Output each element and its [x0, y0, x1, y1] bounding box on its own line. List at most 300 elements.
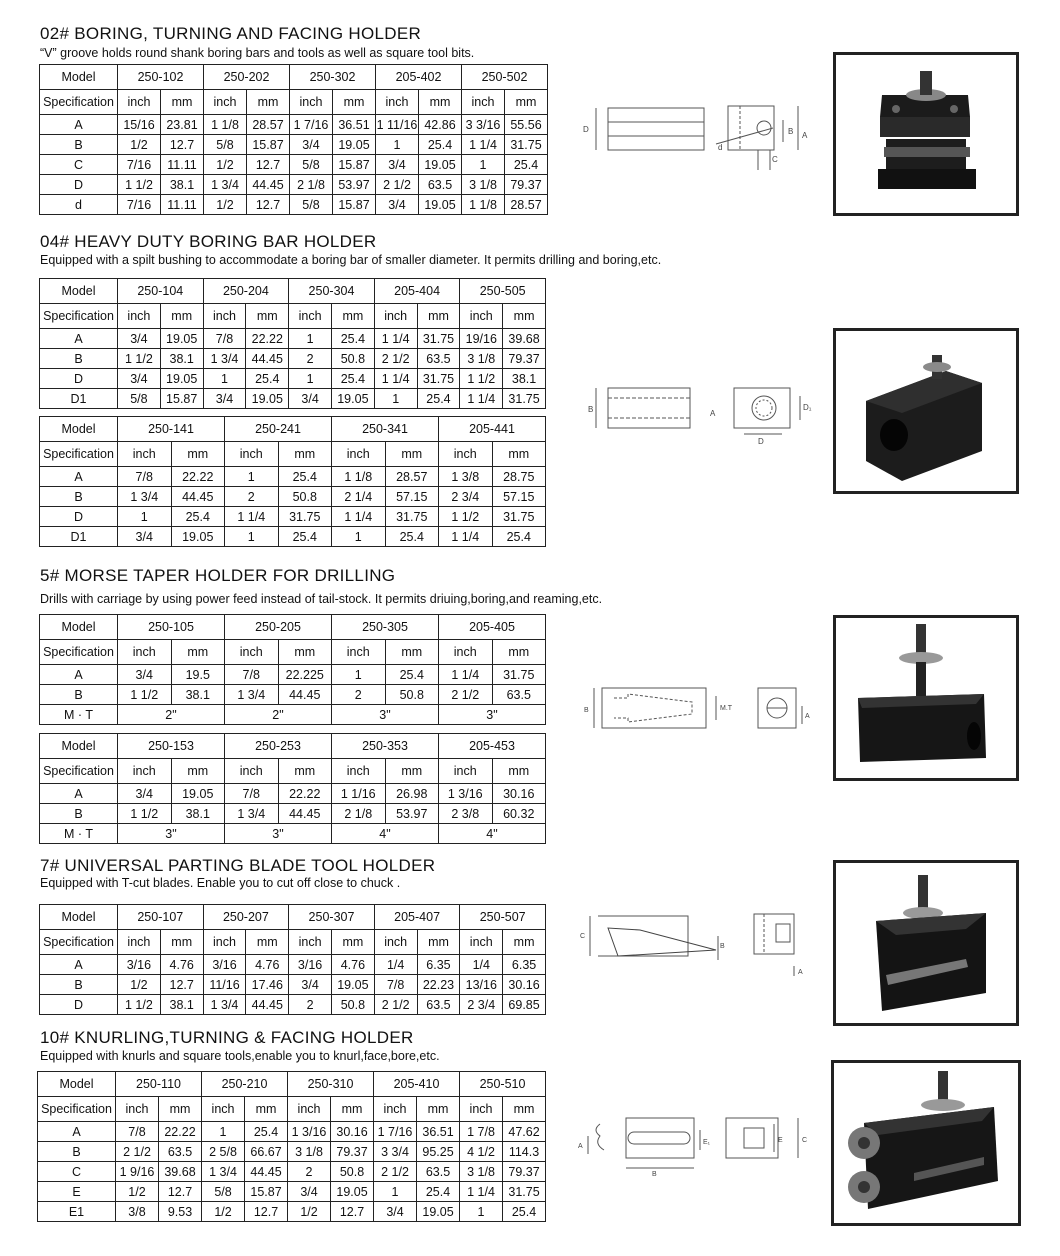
inch-value-cell: 11/16	[203, 975, 246, 995]
table-row	[40, 487, 546, 507]
mm-value-cell: 12.7	[245, 1202, 288, 1222]
unit-inch-cell: inch	[203, 930, 246, 955]
mm-value-cell: 44.45	[247, 175, 290, 195]
mm-value-cell: 11.11	[161, 155, 204, 175]
spec-name-cell: D1	[40, 389, 118, 409]
mm-value-cell: 50.8	[331, 1162, 374, 1182]
inch-value-cell: 7/16	[118, 155, 161, 175]
model-number-cell: 250-102	[118, 65, 204, 90]
inch-value-cell: 2 3/8	[439, 804, 493, 824]
unit-mm-cell: mm	[247, 90, 290, 115]
inch-value-cell: 1	[289, 329, 332, 349]
spec-name-cell: B	[40, 487, 118, 507]
inch-value-cell: 7/16	[118, 195, 161, 215]
mm-value-cell: 39.68	[503, 329, 546, 349]
inch-value-cell: 3/4	[376, 155, 419, 175]
spec-name-cell: D	[40, 507, 118, 527]
inch-value-cell: 3/4	[290, 135, 333, 155]
model-number-cell: 250-353	[332, 734, 439, 759]
table-row	[38, 1162, 546, 1182]
mt-value-cell: 3"	[439, 705, 546, 725]
model-number-cell: 205-410	[374, 1072, 460, 1097]
inch-value-cell: 1 1/4	[460, 389, 503, 409]
model-number-cell: 250-110	[116, 1072, 202, 1097]
dimension-drawing-04	[582, 380, 832, 450]
mm-value-cell: 31.75	[503, 1182, 546, 1202]
inch-value-cell: 7/8	[116, 1122, 159, 1142]
inch-value-cell: 1 7/8	[460, 1122, 503, 1142]
spec-name-cell: B	[38, 1142, 116, 1162]
inch-value-cell: 2 1/4	[332, 487, 386, 507]
unit-mm-cell: mm	[503, 1097, 546, 1122]
dim-label-b-10: B	[652, 1171, 657, 1178]
inch-value-cell: 1	[460, 1202, 503, 1222]
spec-name-cell: A	[40, 115, 118, 135]
dim-label-e-10: E	[778, 1137, 783, 1144]
inch-value-cell: 1	[376, 135, 419, 155]
inch-value-cell: 3/4	[118, 329, 161, 349]
mm-value-cell: 31.75	[278, 507, 332, 527]
unit-mm-cell: mm	[171, 640, 225, 665]
mm-value-cell: 19.05	[160, 369, 203, 389]
unit-inch-cell: inch	[460, 930, 503, 955]
unit-inch-cell: inch	[460, 1097, 503, 1122]
dim-label-b-07: B	[720, 943, 725, 950]
mm-value-cell: 38.1	[503, 369, 546, 389]
mt-value-cell: 3"	[118, 824, 225, 844]
inch-value-cell: 1 1/2	[118, 349, 161, 369]
dim-label-a-04: A	[710, 409, 716, 418]
inch-value-cell: 1 1/2	[118, 685, 172, 705]
mm-value-cell: 31.75	[492, 665, 546, 685]
mm-value-cell: 25.4	[419, 135, 462, 155]
specification-label-cell: Specification	[38, 1097, 116, 1122]
mm-value-cell: 22.22	[159, 1122, 202, 1142]
mm-value-cell: 47.62	[503, 1122, 546, 1142]
spec-name-cell: B	[40, 975, 118, 995]
inch-value-cell: 2 1/2	[116, 1142, 159, 1162]
table-row	[40, 527, 546, 547]
dimension-drawing-07	[576, 910, 816, 982]
mm-value-cell: 15.87	[245, 1182, 288, 1202]
unit-inch-cell: inch	[374, 304, 417, 329]
mm-value-cell: 63.5	[417, 1162, 460, 1182]
mm-value-cell: 114.3	[503, 1142, 546, 1162]
inch-value-cell: 1 3/4	[203, 349, 246, 369]
mm-value-cell: 38.1	[171, 804, 225, 824]
unit-inch-cell: inch	[290, 90, 333, 115]
table-row	[38, 1142, 546, 1162]
table-header-row	[40, 279, 546, 304]
inch-value-cell: 1 3/16	[439, 784, 493, 804]
unit-mm-cell: mm	[171, 442, 225, 467]
unit-mm-cell: mm	[385, 640, 439, 665]
model-label-cell: Model	[40, 279, 118, 304]
inch-value-cell: 2	[332, 685, 386, 705]
table-row	[40, 804, 546, 824]
section-title-heavy-duty-boring: 04# HEAVY DUTY BORING BAR HOLDER	[40, 232, 377, 251]
mm-value-cell: 15.87	[247, 135, 290, 155]
mm-value-cell: 69.85	[503, 995, 546, 1015]
mm-value-cell: 44.45	[246, 349, 289, 369]
unit-inch-cell: inch	[225, 442, 279, 467]
mm-value-cell: 19.05	[417, 1202, 460, 1222]
unit-mm-cell: mm	[503, 930, 546, 955]
unit-inch-cell: inch	[460, 304, 503, 329]
inch-value-cell: 1/2	[288, 1202, 331, 1222]
unit-inch-cell: inch	[118, 442, 172, 467]
mm-value-cell: 50.8	[331, 349, 374, 369]
mm-value-cell: 30.16	[331, 1122, 374, 1142]
inch-value-cell: 5/8	[290, 195, 333, 215]
inch-value-cell: 1 1/4	[439, 527, 493, 547]
dim-label-a-10: A	[578, 1143, 583, 1150]
model-number-cell: 205-404	[374, 279, 460, 304]
mm-value-cell: 17.46	[246, 975, 289, 995]
inch-value-cell: 1 1/8	[332, 467, 386, 487]
spec-name-cell: E	[38, 1182, 116, 1202]
unit-inch-cell: inch	[118, 304, 161, 329]
inch-value-cell: 1	[118, 507, 172, 527]
inch-value-cell: 3/4	[118, 527, 172, 547]
spec-name-cell: d	[40, 195, 118, 215]
mm-value-cell: 25.4	[331, 329, 374, 349]
unit-inch-cell: inch	[439, 640, 493, 665]
spec-name-cell: D	[40, 995, 118, 1015]
model-label-cell: Model	[40, 65, 118, 90]
section-desc-heavy-duty-boring: Equipped with a spilt bushing to accommodate a boring bar of smaller diameter. It permits drilling and boring,etc.	[40, 253, 662, 267]
model-label-cell: Model	[40, 417, 118, 442]
inch-value-cell: 2	[225, 487, 279, 507]
model-number-cell: 250-204	[203, 279, 289, 304]
mm-value-cell: 44.45	[245, 1162, 288, 1182]
inch-value-cell: 3 1/8	[460, 349, 503, 369]
mm-value-cell: 19.05	[171, 784, 225, 804]
mm-value-cell: 95.25	[417, 1142, 460, 1162]
unit-inch-cell: inch	[332, 442, 386, 467]
inch-value-cell: 5/8	[204, 135, 247, 155]
spec-name-cell: A	[40, 665, 118, 685]
mm-value-cell: 28.57	[385, 467, 439, 487]
mm-value-cell: 28.75	[492, 467, 546, 487]
mm-value-cell: 30.16	[503, 975, 546, 995]
mt-value-cell: 3"	[225, 824, 332, 844]
model-number-cell: 250-105	[118, 615, 225, 640]
specification-label-cell: Specification	[40, 90, 118, 115]
spec-name-cell: B	[40, 804, 118, 824]
mm-value-cell: 63.5	[417, 349, 460, 369]
mm-value-cell: 31.75	[505, 135, 548, 155]
mm-value-cell: 26.98	[385, 784, 439, 804]
inch-value-cell: 1	[203, 369, 246, 389]
mm-value-cell: 19.05	[331, 975, 374, 995]
mm-value-cell: 19.05	[246, 389, 289, 409]
table-unit-row	[40, 930, 546, 955]
table-row	[38, 1182, 546, 1202]
inch-value-cell: 7/8	[225, 784, 279, 804]
table-row	[40, 349, 546, 369]
inch-value-cell: 3 3/4	[374, 1142, 417, 1162]
product-photo-knurling-holder	[831, 1060, 1021, 1226]
unit-mm-cell: mm	[503, 304, 546, 329]
spec-table-02	[39, 64, 548, 215]
inch-value-cell: 3/16	[289, 955, 332, 975]
mm-value-cell: 4.76	[331, 955, 374, 975]
unit-mm-cell: mm	[492, 759, 546, 784]
unit-inch-cell: inch	[289, 930, 332, 955]
dim-label-a: A	[802, 131, 808, 140]
dim-label-d1-04: D₁	[803, 403, 812, 412]
inch-value-cell: 1	[462, 155, 505, 175]
mm-value-cell: 25.4	[245, 1122, 288, 1142]
mm-value-cell: 12.7	[247, 195, 290, 215]
mm-value-cell: 25.4	[417, 1182, 460, 1202]
model-label-cell: Model	[38, 1072, 116, 1097]
table-row	[40, 665, 546, 685]
mm-value-cell: 22.23	[417, 975, 460, 995]
spec-table-05-primary	[39, 614, 546, 725]
unit-mm-cell: mm	[385, 759, 439, 784]
mm-value-cell: 36.51	[333, 115, 376, 135]
table-row-mt	[40, 705, 546, 725]
mm-value-cell: 6.35	[417, 955, 460, 975]
table-row	[40, 975, 546, 995]
product-photo-morse-taper-holder	[833, 615, 1019, 781]
dim-label-c: C	[772, 155, 778, 164]
mm-value-cell: 79.37	[505, 175, 548, 195]
mm-value-cell: 15.87	[333, 195, 376, 215]
unit-mm-cell: mm	[278, 759, 332, 784]
inch-value-cell: 5/8	[290, 155, 333, 175]
inch-value-cell: 5/8	[202, 1182, 245, 1202]
dim-label-b: B	[788, 127, 794, 136]
model-number-cell: 250-305	[332, 615, 439, 640]
unit-mm-cell: mm	[278, 442, 332, 467]
inch-value-cell: 1 1/16	[332, 784, 386, 804]
inch-value-cell: 1 11/16	[376, 115, 419, 135]
unit-mm-cell: mm	[160, 304, 203, 329]
mm-value-cell: 22.22	[246, 329, 289, 349]
dim-label-a-07: A	[798, 969, 803, 976]
inch-value-cell: 1 3/16	[288, 1122, 331, 1142]
section-desc-parting-blade: Equipped with T-cut blades. Enable you to cut off close to chuck .	[40, 876, 401, 890]
spec-name-cell: B	[40, 685, 118, 705]
dim-label-c-07: C	[580, 933, 586, 940]
mt-value-cell: 3"	[332, 705, 439, 725]
mm-value-cell: 25.4	[503, 1202, 546, 1222]
model-number-cell: 250-510	[460, 1072, 546, 1097]
inch-value-cell: 1 1/8	[204, 115, 247, 135]
spec-table-10	[37, 1071, 546, 1222]
inch-value-cell: 2	[288, 1162, 331, 1182]
mm-value-cell: 44.45	[171, 487, 225, 507]
mm-value-cell: 12.7	[247, 155, 290, 175]
spec-name-cell: A	[40, 467, 118, 487]
product-photo-boring-holder	[833, 52, 1019, 216]
mm-value-cell: 66.67	[245, 1142, 288, 1162]
dim-label-d-upper: D	[583, 125, 589, 134]
inch-value-cell: 1/2	[204, 195, 247, 215]
specification-label-cell: Specification	[40, 930, 118, 955]
model-number-cell: 250-341	[332, 417, 439, 442]
unit-mm-cell: mm	[246, 304, 289, 329]
inch-value-cell: 1 1/4	[374, 369, 417, 389]
unit-inch-cell: inch	[288, 1097, 331, 1122]
inch-value-cell: 1/4	[460, 955, 503, 975]
inch-value-cell: 7/8	[225, 665, 279, 685]
mm-value-cell: 19.05	[331, 1182, 374, 1202]
section-desc-boring-turning-facing: “V” groove holds round shank boring bars and tools as well as square tool bits.	[40, 46, 475, 60]
mm-value-cell: 19.5	[171, 665, 225, 685]
model-number-cell: 250-502	[462, 65, 548, 90]
inch-value-cell: 15/16	[118, 115, 161, 135]
mm-value-cell: 15.87	[160, 389, 203, 409]
table-unit-row	[40, 90, 548, 115]
dim-label-b-04: B	[588, 405, 594, 414]
inch-value-cell: 3/4	[374, 1202, 417, 1222]
unit-inch-cell: inch	[374, 930, 417, 955]
table-header-row	[40, 417, 546, 442]
mm-value-cell: 44.45	[278, 804, 332, 824]
table-header-row	[40, 65, 548, 90]
mm-value-cell: 25.4	[505, 155, 548, 175]
inch-value-cell: 2 3/4	[460, 995, 503, 1015]
inch-value-cell: 1 1/4	[462, 135, 505, 155]
model-number-cell: 250-505	[460, 279, 546, 304]
unit-mm-cell: mm	[278, 640, 332, 665]
dim-label-b-05: B	[584, 707, 589, 714]
table-row	[40, 195, 548, 215]
mm-value-cell: 57.15	[385, 487, 439, 507]
spec-name-cell: D	[40, 369, 118, 389]
mm-value-cell: 55.56	[505, 115, 548, 135]
section-desc-morse-taper: Drills with carriage by using power feed instead of tail-stock. It permits driuing,boring,and reaming,etc.	[40, 592, 603, 606]
spec-name-cell: A	[40, 329, 118, 349]
mm-value-cell: 42.86	[419, 115, 462, 135]
dim-label-d-04: D	[758, 437, 764, 446]
mm-value-cell: 12.7	[161, 135, 204, 155]
mm-value-cell: 31.75	[503, 389, 546, 409]
table-row	[40, 389, 546, 409]
inch-value-cell: 1/2	[204, 155, 247, 175]
mm-value-cell: 31.75	[492, 507, 546, 527]
inch-value-cell: 1 1/4	[439, 665, 493, 685]
mm-value-cell: 12.7	[331, 1202, 374, 1222]
dimension-drawing-05	[580, 684, 820, 734]
table-unit-row	[40, 759, 546, 784]
mt-value-cell: 4"	[439, 824, 546, 844]
spec-table-05-secondary	[39, 733, 546, 844]
inch-value-cell: 1 1/2	[118, 175, 161, 195]
inch-value-cell: 1 1/4	[374, 329, 417, 349]
spec-name-cell: A	[40, 955, 118, 975]
mt-value-cell: 4"	[332, 824, 439, 844]
mm-value-cell: 4.76	[246, 955, 289, 975]
mm-value-cell: 63.5	[417, 995, 460, 1015]
inch-value-cell: 1/2	[118, 135, 161, 155]
mm-value-cell: 22.22	[171, 467, 225, 487]
model-number-cell: 205-407	[374, 905, 460, 930]
table-header-row	[40, 615, 546, 640]
table-unit-row	[38, 1097, 546, 1122]
mm-value-cell: 57.15	[492, 487, 546, 507]
section-title-parting-blade: 7# UNIVERSAL PARTING BLADE TOOL HOLDER	[40, 856, 436, 875]
mm-value-cell: 79.37	[503, 349, 546, 369]
dim-label-mt-05: M.T	[720, 705, 733, 712]
inch-value-cell: 1	[332, 527, 386, 547]
inch-value-cell: 13/16	[460, 975, 503, 995]
inch-value-cell: 1/2	[202, 1202, 245, 1222]
unit-mm-cell: mm	[492, 640, 546, 665]
mm-value-cell: 19.05	[171, 527, 225, 547]
inch-value-cell: 7/8	[118, 467, 172, 487]
unit-mm-cell: mm	[492, 442, 546, 467]
mm-value-cell: 36.51	[417, 1122, 460, 1142]
model-number-cell: 250-310	[288, 1072, 374, 1097]
table-row	[40, 115, 548, 135]
mm-value-cell: 23.81	[161, 115, 204, 135]
mm-value-cell: 12.7	[160, 975, 203, 995]
inch-value-cell: 1	[374, 1182, 417, 1202]
model-number-cell: 250-153	[118, 734, 225, 759]
inch-value-cell: 1 1/2	[439, 507, 493, 527]
unit-inch-cell: inch	[289, 304, 332, 329]
mm-value-cell: 6.35	[503, 955, 546, 975]
inch-value-cell: 1 1/2	[118, 804, 172, 824]
specification-label-cell: Specification	[40, 442, 118, 467]
inch-value-cell: 2 1/2	[374, 995, 417, 1015]
unit-inch-cell: inch	[204, 90, 247, 115]
mm-value-cell: 38.1	[161, 175, 204, 195]
model-number-cell: 205-402	[376, 65, 462, 90]
inch-value-cell: 1 1/4	[225, 507, 279, 527]
unit-inch-cell: inch	[202, 1097, 245, 1122]
table-row-mt	[40, 824, 546, 844]
mm-value-cell: 63.5	[419, 175, 462, 195]
inch-value-cell: 2 1/8	[332, 804, 386, 824]
unit-inch-cell: inch	[118, 640, 172, 665]
unit-mm-cell: mm	[331, 930, 374, 955]
mm-value-cell: 25.4	[417, 389, 460, 409]
table-row	[38, 1202, 546, 1222]
inch-value-cell: 2 3/4	[439, 487, 493, 507]
mm-value-cell: 50.8	[385, 685, 439, 705]
mm-value-cell: 25.4	[385, 527, 439, 547]
mm-value-cell: 44.45	[246, 995, 289, 1015]
inch-value-cell: 1	[374, 389, 417, 409]
inch-value-cell: 1 3/8	[439, 467, 493, 487]
model-number-cell: 250-202	[204, 65, 290, 90]
table-unit-row	[40, 442, 546, 467]
inch-value-cell: 1 1/8	[462, 195, 505, 215]
inch-value-cell: 1/2	[116, 1182, 159, 1202]
mm-value-cell: 31.75	[417, 329, 460, 349]
unit-mm-cell: mm	[385, 442, 439, 467]
inch-value-cell: 3 1/8	[462, 175, 505, 195]
inch-value-cell: 2 1/2	[376, 175, 419, 195]
inch-value-cell: 7/8	[203, 329, 246, 349]
inch-value-cell: 2	[289, 995, 332, 1015]
table-row	[40, 175, 548, 195]
spec-name-cell: C	[40, 155, 118, 175]
spec-name-cell: B	[40, 135, 118, 155]
inch-value-cell: 2 1/2	[439, 685, 493, 705]
spec-table-04-secondary	[39, 416, 546, 547]
inch-value-cell: 3/16	[203, 955, 246, 975]
mm-value-cell: 25.4	[246, 369, 289, 389]
spec-name-cell: D1	[40, 527, 118, 547]
unit-mm-cell: mm	[417, 304, 460, 329]
